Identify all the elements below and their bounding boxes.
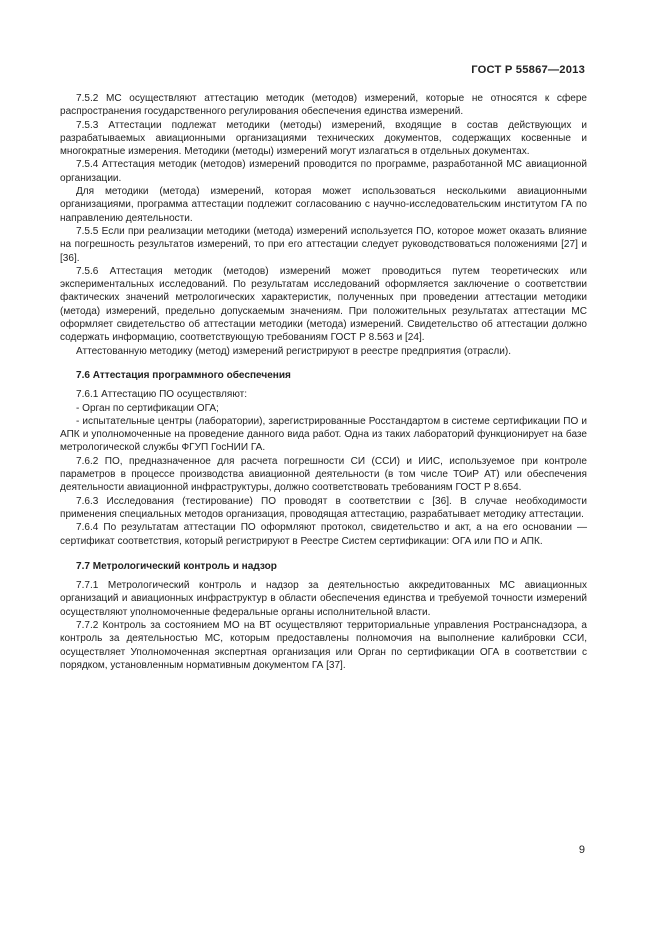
section-heading-7-6: 7.6 Аттестация программного обеспечения [76,369,291,381]
document-id-header: ГОСТ Р 55867—2013 [471,64,585,76]
page-number: 9 [578,844,585,856]
paragraph-7-5-3: 7.5.3 Аттестации подлежат методики (методы) измерений, входящие в состав действующих и разрабатываемых авиационными организациями технических документов, содержащих косвенные и многократные измерения. Методики (методы) измерений могут излагаться в отдельных документах. [60,119,587,158]
list-item: - Орган по сертификации ОГА; [76,402,219,414]
list-item: - испытательные центры (лаборатории), зарегистрированные Росстандартом в системе сертификации ПО и АПК и уполномоченные на проведение данного вида работ. Одна из таких лабораторий функционирует на базе метрологической службы ФГУП ГосНИИ ГА. [60,415,587,454]
paragraph-7-7-2: 7.7.2 Контроль за состоянием МО на ВТ осуществляют территориальные управления Ространснадзора, а контроль за деятельностью МС, которым предоставлены полномочия на выполнение калибровки ССИ, осуществляет Уполномоченная экспертная организация или Орган по сертификации ОГА в соответствии с порядком, установленным нормативным документом ГА [37]. [60,619,587,671]
paragraph-7-5-4: 7.5.4 Аттестация методик (методов) измерений проводится по программе, разработанной МС авиационной организации. [60,159,587,184]
paragraph-7-7-1: 7.7.1 Метрологический контроль и надзор за деятельностью аккредитованных МС авиационных организаций и авиационных инфраструктур в области обеспечения единства и требуемой точности измерений осуществляют уполномоченные федеральные органы исполнительной власти. [60,580,587,618]
paragraph-7-5-4-continued: Для методики (метода) измерений, которая может использоваться несколькими авиационными организациями, программа аттестации подлежит согласованию с научно-исследовательским институтом ГА по направлению деятельности. [60,186,587,224]
paragraph-7-6-4: 7.6.4 По результатам аттестации ПО оформляют протокол, свидетельство и акт, а на его основании — сертификат соответствия, который регистрируют в Реестре Систем сертификации: ОГА или ПО и АПК. [60,522,587,547]
paragraph-7-5-6: 7.5.6 Аттестация методик (методов) измерений может проводиться путем теоретических или экспериментальных исследований. По результатам исследований оформляется заключение о соответствии фактических значений метрологических характеристик, полученных при проведении аттестации методики (метода) измерений, предельно допускаемым значениям. При положительных результатах аттестации МС оформляет свидетельство об аттестации методики (метода) измерений. Свидетельство об аттестации должно содержать информацию, соответствующую требованиям ГОСТ Р 8.563 и [24]. [60,265,587,344]
paragraph-7-6-3: 7.6.3 Исследования (тестирование) ПО проводят в соответствии с [36]. В случае необходимости применения специальных методов организация, проводящая аттестацию, разрабатывает методику аттестации. [60,495,587,520]
section-heading-7-7: 7.7 Метрологический контроль и надзор [76,560,277,572]
paragraph-7-5-5: 7.5.5 Если при реализации методики (метода) измерений используется ПО, которое может оказать влияние на погрешность результатов измерений, то при его аттестации следует руководствоваться положениями [27] и [36]. [60,225,587,264]
page-body [60,92,587,672]
paragraph-7-5-6-registration: Аттестованную методику (метод) измерений регистрируют в реестре предприятия (отрасли). [76,345,512,357]
paragraph-7-5-2: 7.5.2 МС осуществляют аттестацию методик (методов) измерений, которые не относятся к сфере распространения государственного регулирования обеспечения единства измерений. [60,93,587,118]
paragraph-7-6-2: 7.6.2 ПО, предназначенное для расчета погрешности СИ (ССИ) и ИИС, используемое при контроле параметров в процессе производства авиационной деятельности (в том числе ТОиР АТ) или обеспечения деятельности авиационной инфраструктуры, должно соответствовать требованиям ГОСТ Р 8.654. [60,455,587,494]
paragraph-7-6-1: 7.6.1 Аттестацию ПО осуществляют: [76,389,248,401]
